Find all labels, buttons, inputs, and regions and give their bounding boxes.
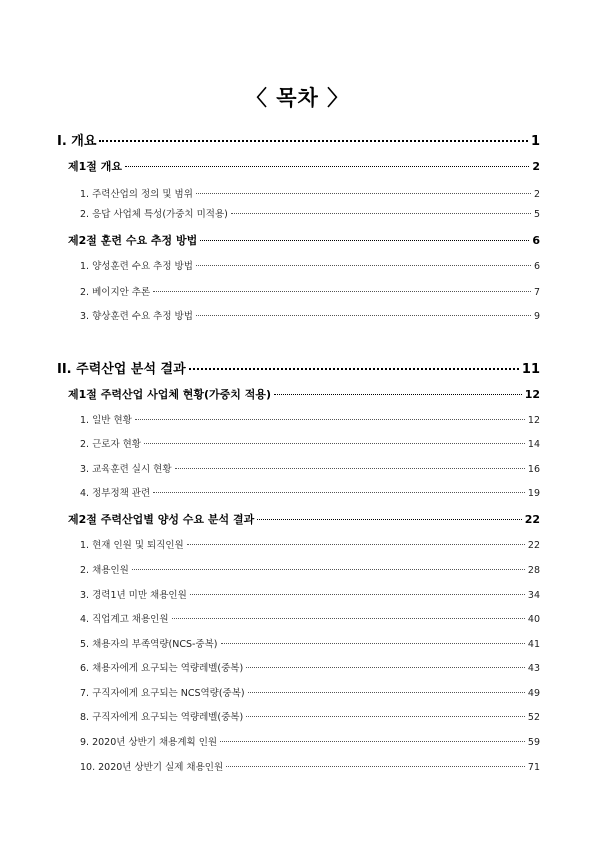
toc-entry[interactable] (80, 587, 540, 601)
dot-leader (196, 265, 531, 266)
toc-entry[interactable] (80, 759, 540, 773)
dot-leader (200, 240, 529, 241)
dot-leader (132, 569, 525, 570)
toc-entry-label: 1. 양성훈련 수요 추정 방법 (80, 261, 193, 272)
toc-entry-label: 8. 구직자에게 요구되는 역량레벨(중복) (80, 712, 244, 723)
toc-entry[interactable] (80, 284, 540, 298)
toc-entry-page: 6 (532, 234, 540, 247)
dot-leader (190, 594, 525, 595)
toc-entry-label: 제2절 주력산업별 양성 수요 분석 결과 (68, 513, 255, 526)
dot-leader (231, 213, 531, 214)
toc-entry-page: 2 (532, 160, 540, 173)
toc-entry-page: 1 (530, 134, 540, 149)
toc-entry[interactable] (57, 358, 540, 377)
toc-entry[interactable] (80, 660, 540, 674)
toc-entry-page: 6 (533, 261, 540, 272)
dot-leader (221, 643, 525, 644)
toc-entry-page: 19 (527, 488, 540, 499)
toc-entry-label: 5. 채용자의 부족역량(NCS-중복) (80, 639, 218, 650)
toc-entry-label: 3. 향상훈련 수요 추정 방법 (80, 311, 193, 322)
toc-entry-page: 40 (527, 614, 540, 625)
toc-entry[interactable] (80, 485, 540, 499)
toc-entry-page: 49 (527, 688, 540, 699)
toc-entry[interactable] (68, 158, 540, 174)
toc-entry-label: 9. 2020년 상반기 채용계획 인원 (80, 737, 218, 748)
toc-entry[interactable] (80, 412, 540, 426)
toc-entry-label: 4. 정부정책 관련 (80, 488, 151, 499)
toc-entry-page: 5 (533, 209, 540, 220)
toc-entry-label: 2. 베이지안 추론 (80, 287, 151, 298)
dot-leader (246, 667, 525, 668)
toc-entry[interactable] (80, 562, 540, 576)
toc-entry-page: 71 (527, 762, 540, 773)
dot-leader (220, 741, 525, 742)
dot-leader (257, 519, 521, 520)
toc-entry-label: II. 주력산업 분석 결과 (57, 362, 186, 377)
toc-entry[interactable] (80, 436, 540, 450)
toc-entry[interactable] (68, 386, 540, 402)
dot-leader (172, 618, 525, 619)
dot-leader (274, 394, 522, 395)
toc-entry-label: 1. 일반 현황 (80, 415, 132, 426)
toc-entry-page: 12 (524, 388, 540, 401)
toc-entry-label: 10. 2020년 상반기 실제 채용인원 (80, 762, 224, 773)
toc-entry-label: 제1절 주력산업 사업체 현황(가중치 적용) (68, 388, 272, 401)
toc-entry[interactable] (80, 709, 540, 723)
dot-leader (99, 140, 528, 142)
toc-entry[interactable] (80, 537, 540, 551)
dot-leader (196, 193, 531, 194)
toc-entry-page: 52 (527, 712, 540, 723)
toc-entry-label: 7. 구직자에게 요구되는 NCS역량(중복) (80, 688, 245, 699)
dot-leader (246, 716, 525, 717)
toc-entry-label: 3. 교육훈련 실시 현황 (80, 464, 172, 475)
dot-leader (144, 443, 525, 444)
toc-entry-label: 6. 채용자에게 요구되는 역량레벨(중복) (80, 663, 244, 674)
toc-entry-page: 7 (533, 287, 540, 298)
dot-leader (175, 468, 525, 469)
toc-entry-page: 28 (527, 565, 540, 576)
dot-leader (135, 419, 525, 420)
toc-entry-page: 14 (527, 439, 540, 450)
toc-entry[interactable] (57, 130, 540, 149)
toc-entry[interactable] (80, 611, 540, 625)
dot-leader (187, 544, 525, 545)
toc-entry[interactable] (80, 685, 540, 699)
toc-entry[interactable] (68, 232, 540, 248)
toc-entry-label: 2. 근로자 현황 (80, 439, 141, 450)
toc-entry-label: 2. 응답 사업체 특성(가중치 미적용) (80, 209, 228, 220)
dot-leader (226, 766, 525, 767)
toc-entry-page: 22 (527, 540, 540, 551)
toc-entry-page: 9 (533, 311, 540, 322)
toc-entry-label: 제1절 개요 (68, 160, 122, 173)
toc-entry[interactable] (80, 206, 540, 220)
dot-leader (153, 291, 531, 292)
toc-entry[interactable] (80, 734, 540, 748)
toc-entry-label: 2. 채용인원 (80, 565, 129, 576)
toc-entry-label: I. 개요 (57, 134, 97, 149)
toc-entry-page: 22 (524, 513, 540, 526)
toc-entry-page: 34 (527, 590, 540, 601)
dot-leader (153, 492, 525, 493)
toc-entry-page: 12 (527, 415, 540, 426)
toc-entry-label: 1. 현재 인원 및 퇴직인원 (80, 540, 184, 551)
toc-entry[interactable] (68, 511, 540, 527)
toc-entry-page: 43 (527, 663, 540, 674)
toc-entry-page: 59 (527, 737, 540, 748)
toc-entry-page: 2 (533, 189, 540, 200)
dot-leader (248, 692, 525, 693)
toc-entry[interactable] (80, 308, 540, 322)
toc-entry[interactable] (80, 258, 540, 272)
toc-entry-page: 41 (527, 639, 540, 650)
page-title: 〈 목차 〉 (245, 86, 350, 110)
dot-leader (125, 166, 529, 167)
toc-entry[interactable] (80, 186, 540, 200)
toc-entry-label: 3. 경력1년 미만 채용인원 (80, 590, 187, 601)
dot-leader (196, 315, 531, 316)
toc-entry-label: 4. 직업계고 채용인원 (80, 614, 169, 625)
dot-leader (189, 368, 519, 370)
toc-entry-page: 16 (527, 464, 540, 475)
toc-entry[interactable] (80, 636, 540, 650)
toc-entry[interactable] (80, 461, 540, 475)
toc-entry-label: 1. 주력산업의 정의 및 범위 (80, 189, 193, 200)
toc-entry-label: 제2절 훈련 수요 추정 방법 (68, 234, 198, 247)
toc-entry-page: 11 (521, 362, 540, 377)
